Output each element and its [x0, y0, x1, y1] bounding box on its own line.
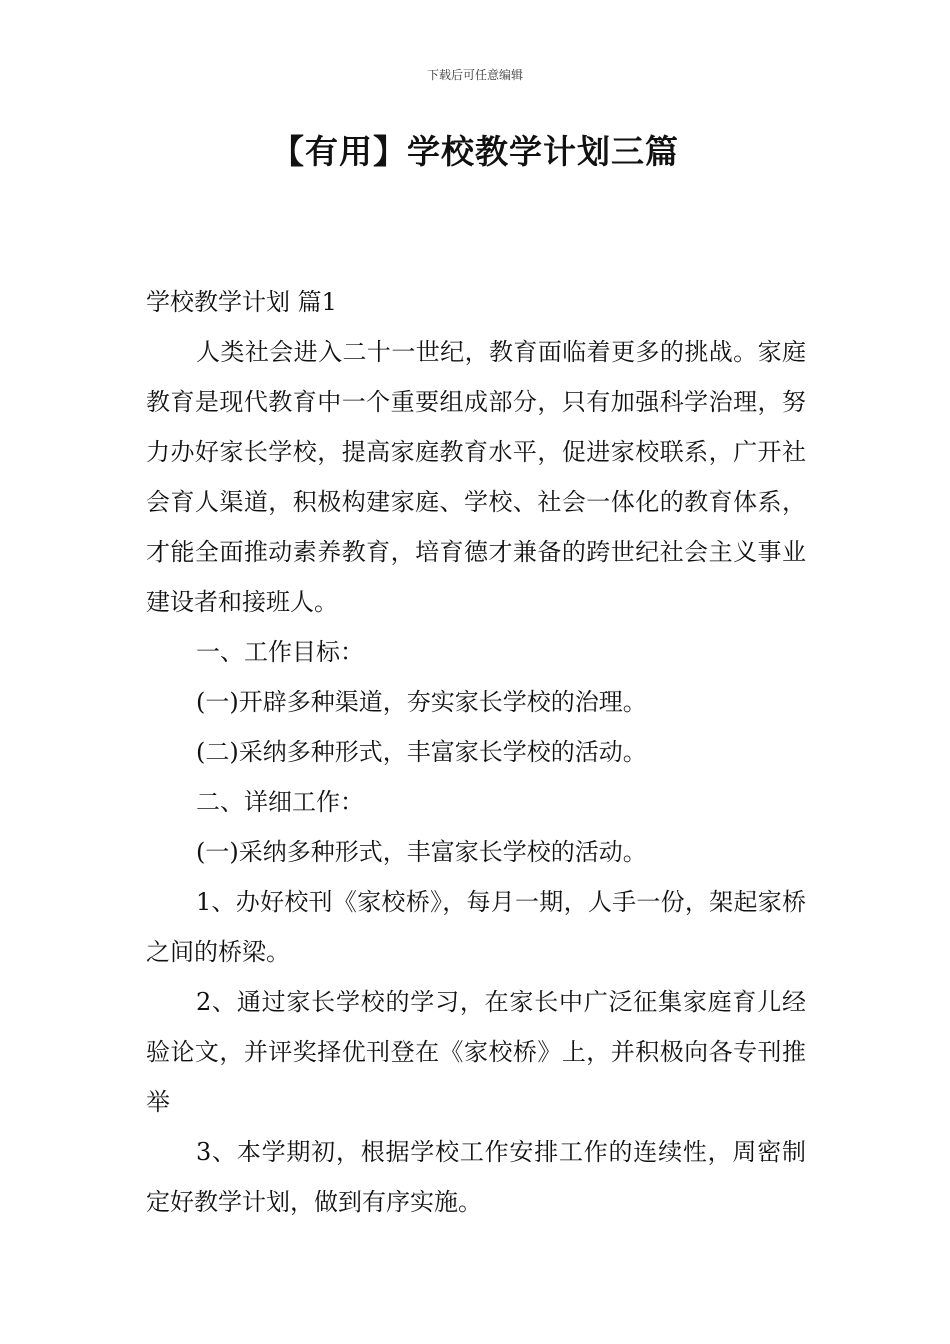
header-note: 下载后可任意编辑 — [426, 68, 523, 82]
work-item-1: 1、办好校刊《家校桥》，每月一期，人手一份，架起家桥之间的桥梁。 — [146, 888, 806, 966]
document-body — [146, 277, 806, 1227]
section-heading: 学校教学计划 篇1 — [146, 288, 337, 316]
goal-item-1: (一)开辟多种渠道，夯实家长学校的治理。 — [196, 688, 647, 716]
document-title: 【有用】学校教学计划三篇 — [271, 132, 679, 171]
work-subheading-1: (一)采纳多种形式，丰富家长学校的活动。 — [196, 838, 647, 866]
paragraph-intro: 人类社会进入二十一世纪，教育面临着更多的挑战。家庭教育是现代教育中一个重要组成部分，只有加强科学治理，努力办好家长学校，提高家庭教育水平，促进家校联系，广开社会育人渠道，积极构建家庭、学校、社会一体化的教育体系，才能全面推动素养教育，培育德才兼备的跨世纪社会主义事业建设者和接班人。 — [146, 338, 806, 616]
heading-work-goals: 一、工作目标： — [196, 638, 364, 666]
work-item-2: 2、通过家长学校的学习，在家长中广泛征集家庭育儿经验论文，并评奖择优刊登在《家校桥》上，并积极向各专刊推举 — [146, 988, 806, 1116]
goal-item-2: (二)采纳多种形式，丰富家长学校的活动。 — [196, 738, 647, 766]
work-item-3: 3、本学期初，根据学校工作安排工作的连续性，周密制定好教学计划，做到有序实施。 — [146, 1138, 806, 1216]
heading-detailed-work: 二、详细工作： — [196, 788, 364, 816]
